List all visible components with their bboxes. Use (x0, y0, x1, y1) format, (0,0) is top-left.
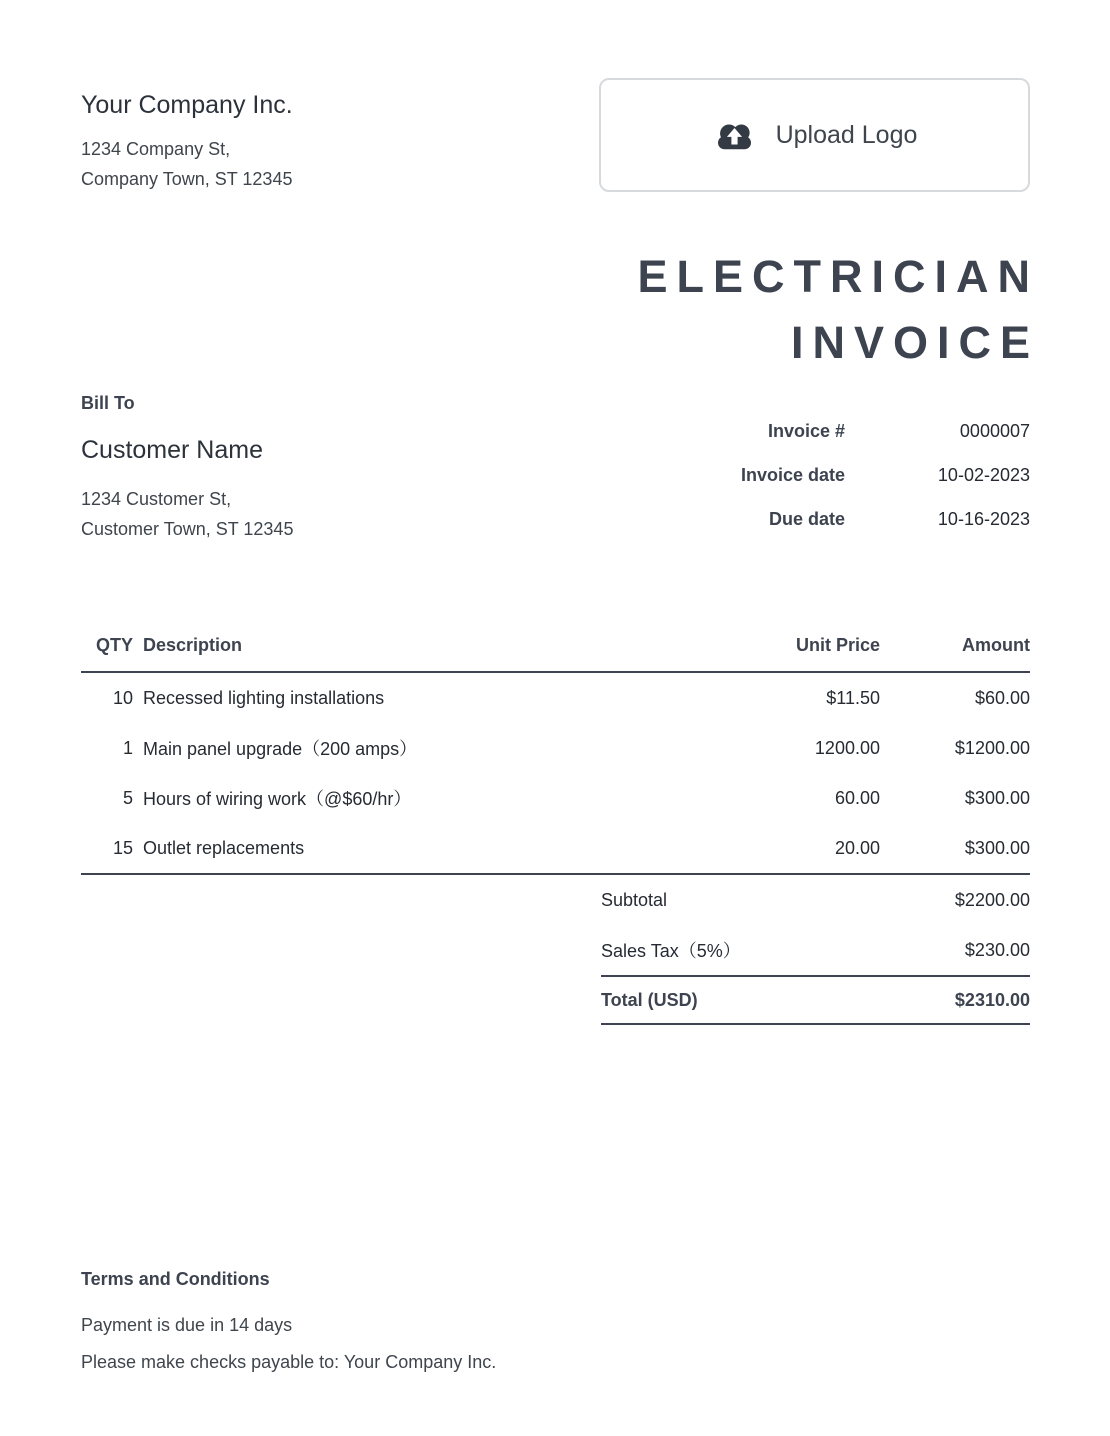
invoice-number-row (741, 421, 1030, 465)
header-amount: Amount (962, 635, 1030, 655)
info-row (81, 393, 1030, 553)
cell-qty: 10 (112, 687, 133, 708)
terms-section (81, 1269, 1030, 1381)
sales-tax-row (601, 925, 1030, 975)
total-row (601, 975, 1030, 1025)
invoice-date-value: 10-02-2023 (937, 465, 1030, 485)
table-row (81, 773, 1030, 823)
terms-line-1: Payment is due in 14 days (81, 1315, 293, 1335)
cloud-upload-icon (712, 119, 757, 152)
cell-unit-price: 20.00 (834, 837, 880, 858)
customer-address (81, 484, 293, 544)
due-date-label: Due date (768, 509, 845, 529)
company-name: Your Company Inc. (81, 91, 293, 119)
customer-address-line1: 1234 Customer St, (81, 489, 232, 509)
terms-line-2: Please make checks payable to: Your Company Inc. (81, 1352, 497, 1372)
cell-qty: 15 (112, 837, 133, 858)
table-row (81, 723, 1030, 773)
totals-section (601, 875, 1030, 1025)
header-unit-price: Unit Price (795, 635, 880, 655)
table-row (81, 673, 1030, 723)
cell-amount: $300.00 (964, 837, 1030, 858)
bill-to-block (81, 393, 293, 553)
invoice-date-row (741, 465, 1030, 509)
customer-address-line2: Customer Town, ST 12345 (81, 519, 294, 539)
total-value: $2310.00 (954, 989, 1030, 1010)
company-address-line1: 1234 Company St, (81, 139, 231, 159)
cell-description: Recessed lighting installations (143, 687, 385, 708)
total-label: Total (USD) (601, 989, 698, 1010)
cell-description: Outlet replacements (143, 837, 305, 858)
title-line-1: ELECTRICIAN (637, 251, 1039, 302)
subtotal-value: $2200.00 (954, 889, 1030, 910)
cell-qty: 1 (122, 737, 133, 758)
cell-amount: $1200.00 (954, 737, 1030, 758)
upload-logo-label: Upload Logo (775, 120, 918, 149)
table-body (81, 673, 1030, 875)
subtotal-label: Subtotal (601, 889, 668, 910)
title-line-2: INVOICE (790, 317, 1039, 368)
table-header-row (81, 635, 1030, 673)
customer-name: Customer Name (81, 436, 263, 464)
terms-heading: Terms and Conditions (81, 1269, 270, 1289)
line-items-table (81, 635, 1030, 875)
cell-description: Hours of wiring work（@$60/hr） (143, 789, 412, 809)
due-date-value: 10-16-2023 (937, 509, 1030, 529)
cell-amount: $300.00 (964, 787, 1030, 808)
sales-tax-label: Sales Tax（5%） (601, 941, 741, 961)
company-address (81, 134, 293, 194)
invoice-date-label: Invoice date (740, 465, 845, 485)
cell-unit-price: 1200.00 (814, 737, 880, 758)
cell-qty: 5 (122, 787, 133, 808)
company-address-line2: Company Town, ST 12345 (81, 169, 293, 189)
cell-unit-price: 60.00 (834, 787, 880, 808)
company-block (81, 91, 293, 194)
cell-description: Main panel upgrade（200 amps） (143, 739, 418, 759)
table-row (81, 823, 1030, 873)
invoice-meta (741, 421, 1030, 553)
header-qty: QTY (95, 635, 133, 655)
upload-logo-button[interactable] (599, 78, 1030, 192)
due-date-row (741, 509, 1030, 553)
sales-tax-value: $230.00 (964, 939, 1030, 960)
invoice-number-value: 0000007 (959, 421, 1030, 441)
subtotal-row (601, 875, 1030, 925)
document-title (81, 244, 1039, 376)
invoice-number-label: Invoice # (767, 421, 845, 441)
cell-amount: $60.00 (974, 687, 1030, 708)
cell-unit-price: $11.50 (826, 687, 880, 708)
bill-to-label: Bill To (81, 393, 135, 413)
header (81, 78, 1030, 194)
header-description: Description (143, 635, 243, 655)
